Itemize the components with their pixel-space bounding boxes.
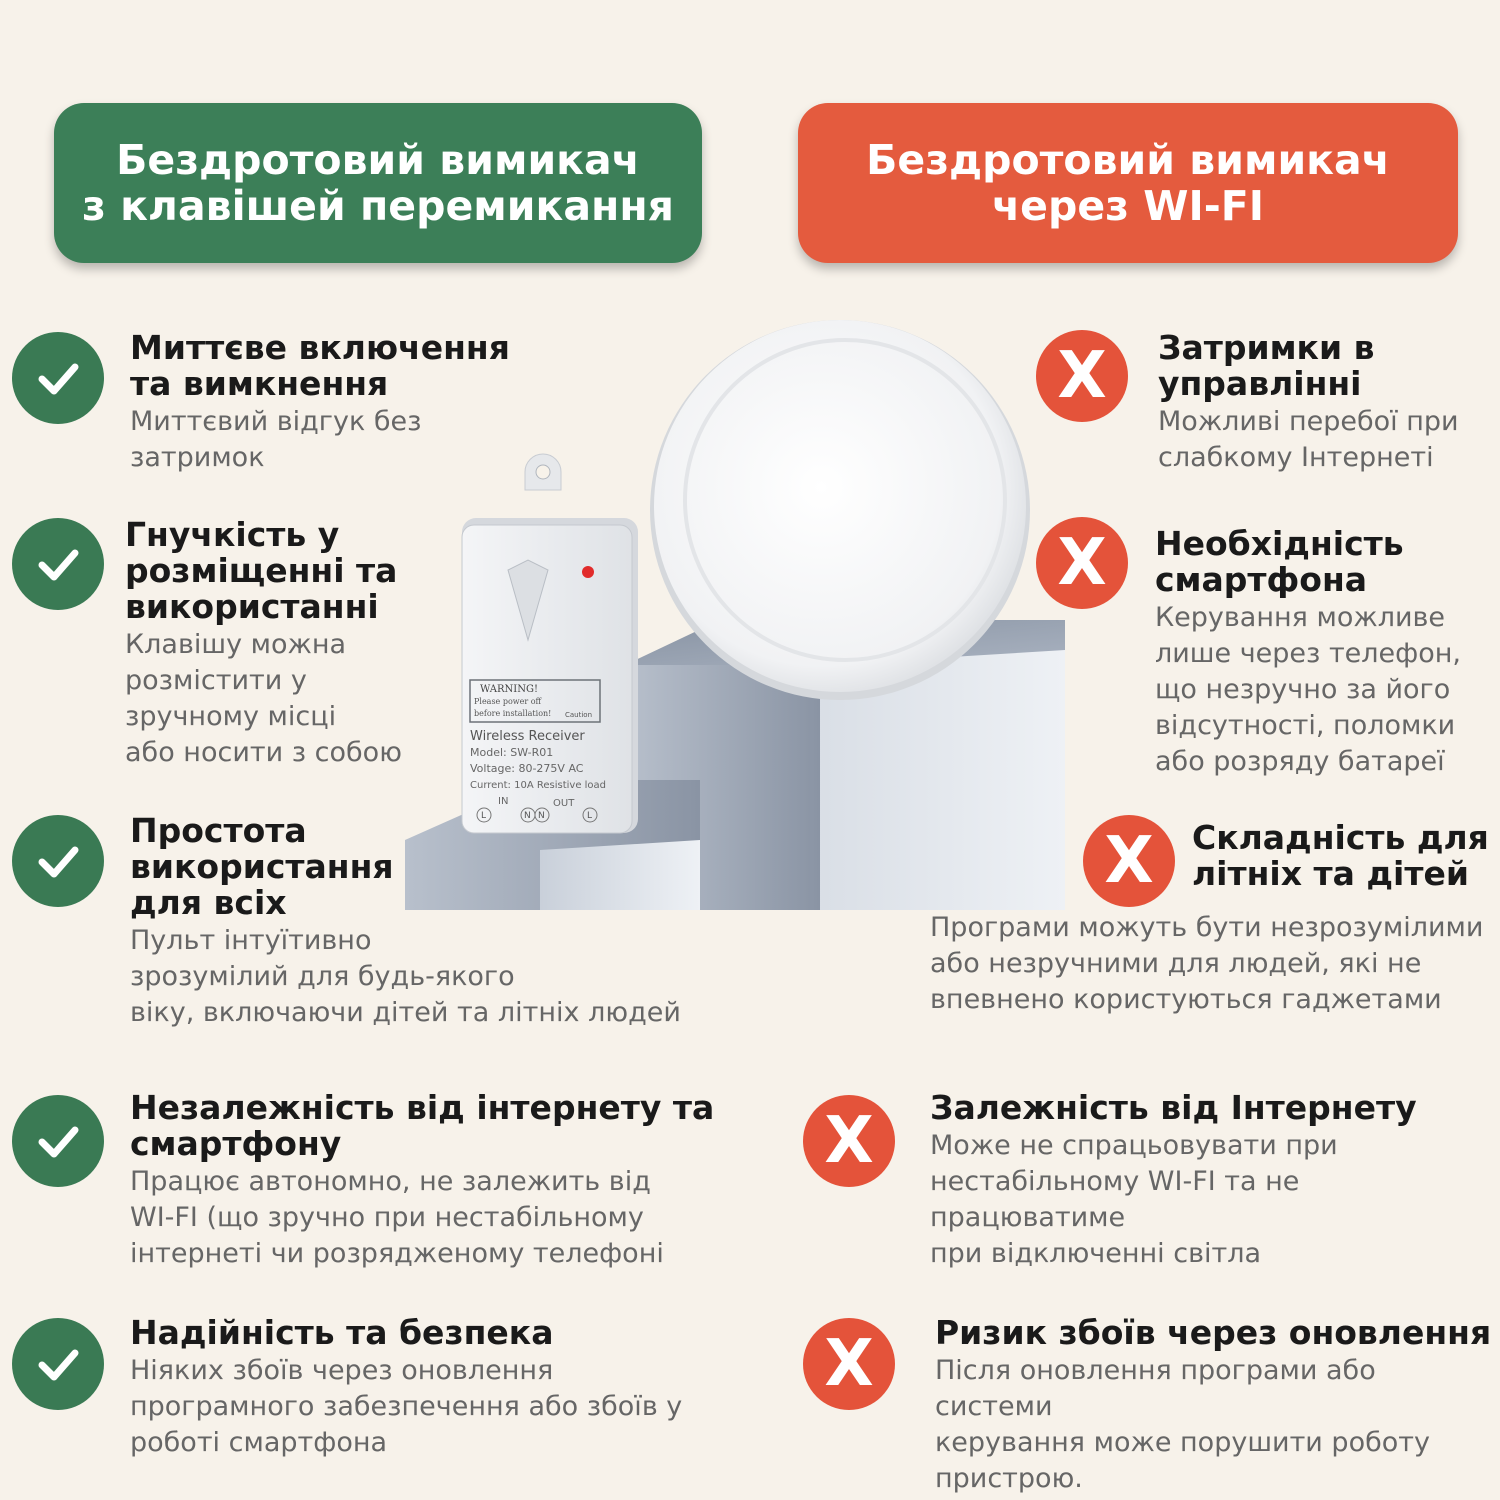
receiver-warning-line2: before installation!: [474, 709, 552, 718]
cross-icon: X: [803, 1318, 895, 1410]
con-title: Необхідність смартфона: [1155, 524, 1404, 599]
cross-icon: X: [803, 1095, 895, 1187]
con-title: Залежність від Інтернету: [930, 1088, 1417, 1127]
pro-item-reliability: [130, 1315, 690, 1461]
con-item-complexity-desc: [930, 908, 1490, 1018]
con-item-smartphone: [1155, 526, 1485, 780]
pro-item-independence: [130, 1090, 730, 1272]
pro-desc: Пульт інтуїтивно зрозумілий для будь-якого віку, включаючи дітей та літніх людей: [130, 925, 681, 1028]
con-desc: Після оновлення програми або системи керування може порушити роботу пристрою.: [935, 1355, 1430, 1494]
con-item-updates: [935, 1315, 1495, 1497]
check-icon: [12, 815, 104, 907]
pro-desc: Працює автономно, не залежить від WI-FI (що зручно при нестабільному інтернеті чи розрядженому телефоні: [130, 1166, 664, 1269]
con-title: Затримки в управлінні: [1158, 328, 1375, 403]
header-key-switch: Бездротовий вимикач з клавішей перемикання: [54, 103, 702, 263]
check-icon: [12, 1318, 104, 1410]
cross-icon: X: [1036, 517, 1128, 609]
terminal-2: N: [524, 811, 531, 821]
pro-title: Незалежність від інтернету та смартфону: [130, 1088, 715, 1163]
pro-title: Простота використання для всіх: [130, 811, 394, 922]
check-icon: [12, 332, 104, 424]
pro-desc: Ніяких збоїв через оновлення програмного забезпечення або збоїв у роботі смартфона: [130, 1355, 683, 1458]
receiver-in-label: IN: [498, 796, 509, 807]
pro-item-instant: [130, 330, 550, 476]
pro-desc: Миттєвий відгук без затримок: [130, 406, 422, 473]
receiver-current: Current: 10A Resistive load: [470, 780, 607, 791]
con-item-delays: [1158, 330, 1488, 476]
con-title: Складність для літніх та дітей: [1192, 818, 1489, 893]
pro-desc: Клавішу можна розмістити у зручному місці або носити з собою: [125, 629, 402, 768]
con-desc: Може не спрацьовувати при нестабільному WI-FI та не працюватиме при відключенні світла: [930, 1130, 1338, 1269]
receiver-name: Wireless Receiver: [470, 729, 585, 744]
receiver-out-label: OUT: [553, 798, 575, 809]
con-desc: Керування можливе лише через телефон, що незручно за його відсутності, поломки або розряду батареї: [1155, 602, 1462, 777]
terminal-1: L: [481, 811, 487, 821]
check-icon: [12, 1095, 104, 1187]
con-desc: Програми можуть бути незрозумілими або незручними для людей, які не впевнено користуються гаджетами: [930, 912, 1484, 1015]
pro-title: Надійність та безпека: [130, 1313, 554, 1352]
receiver-caution: Caution: [565, 711, 593, 719]
con-item-internet: [930, 1090, 1495, 1272]
pro-item-flexibility: [125, 517, 415, 771]
terminal-3: N: [538, 811, 545, 821]
receiver-model: Model: SW-R01: [470, 746, 554, 759]
receiver-warning-line1: Please power off: [474, 697, 542, 706]
con-desc: Можливі перебої при слабкому Інтернеті: [1158, 406, 1459, 473]
receiver-voltage: Voltage: 80-275V AC: [470, 762, 584, 775]
wireless-receiver: [462, 454, 638, 833]
pro-item-simplicity: [130, 813, 690, 1031]
header-wifi-switch: Бездротовий вимикач через WI-FI: [798, 103, 1458, 263]
check-icon: [12, 518, 104, 610]
cross-icon: X: [1083, 815, 1175, 907]
pro-title: Миттєве включення та вимкнення: [130, 328, 510, 403]
cross-icon: X: [1036, 330, 1128, 422]
con-title: Ризик збоїв через оновлення: [935, 1313, 1492, 1352]
pro-title: Гнучкість у розміщенні та використанні: [125, 515, 398, 626]
con-item-complexity-title: [1192, 820, 1492, 892]
receiver-warning: WARNING!: [480, 684, 538, 695]
terminal-4: L: [587, 811, 593, 821]
